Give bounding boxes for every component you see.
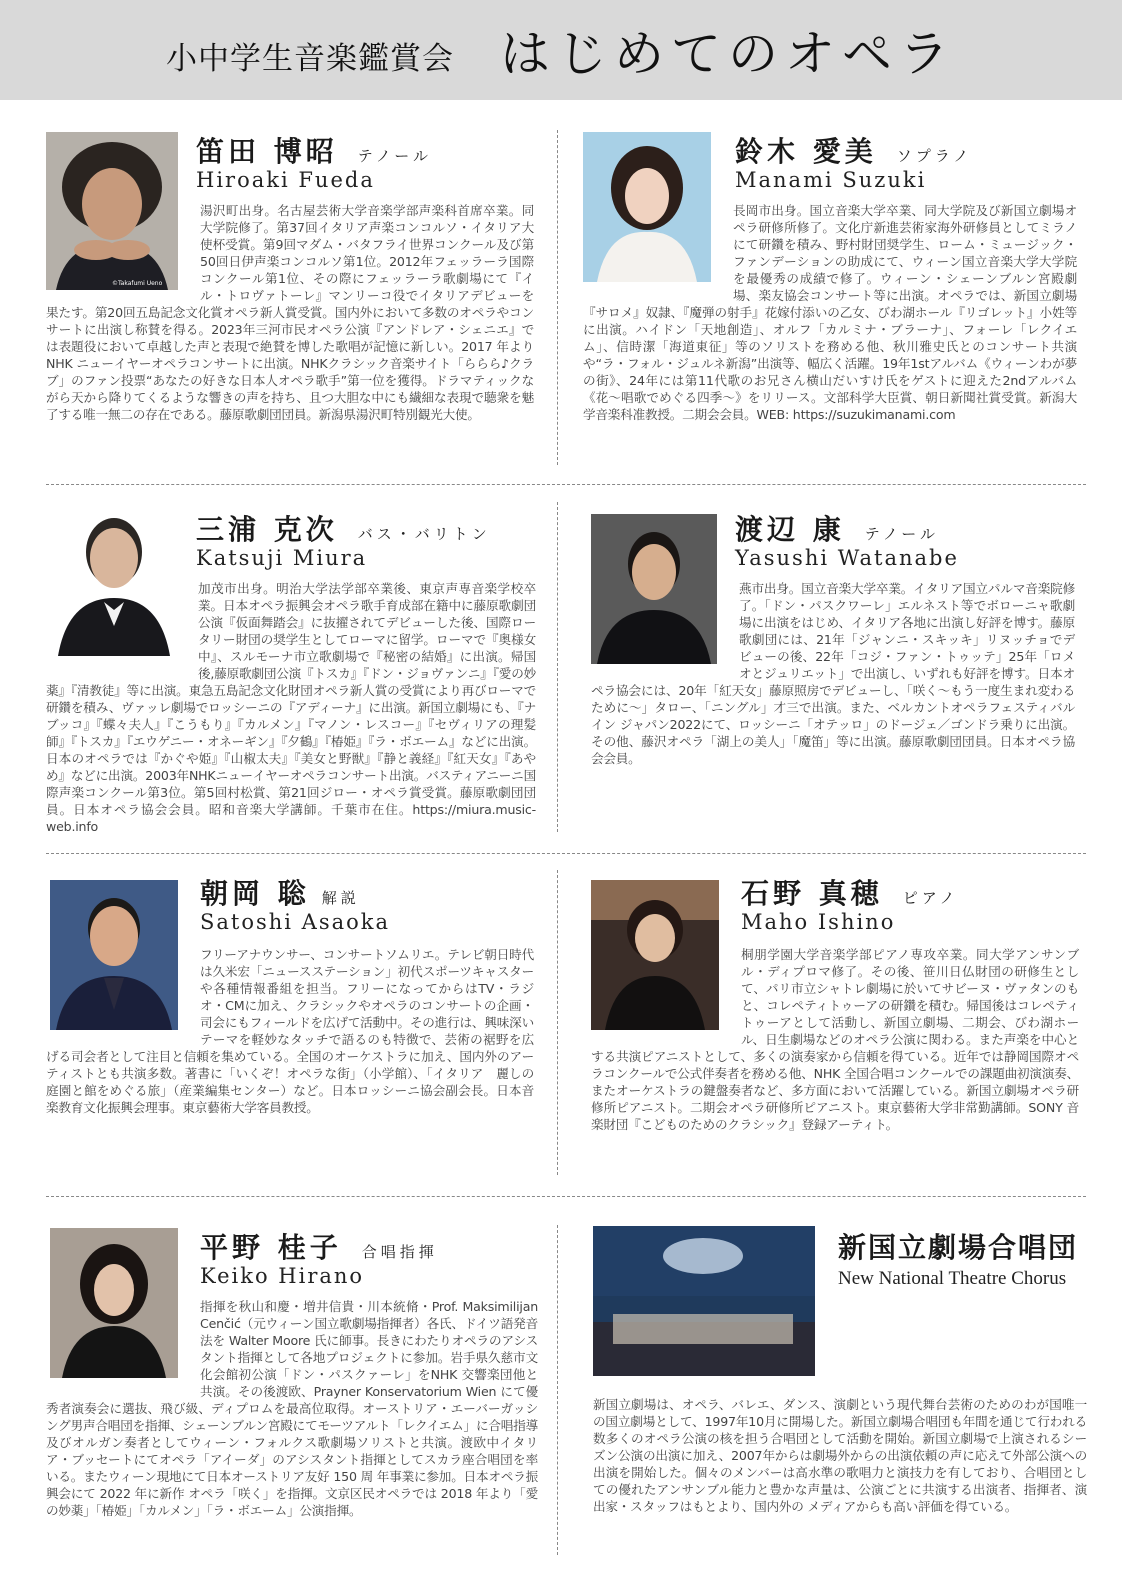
performer-name-ja: 渡辺 康 xyxy=(735,513,845,546)
performer-bio xyxy=(591,946,1079,1133)
chorus-stage-photo xyxy=(593,1226,815,1376)
performer-role: 合唱指揮 xyxy=(361,1243,438,1261)
row-divider xyxy=(46,1196,1086,1197)
row-divider xyxy=(46,484,1086,485)
performer-bio xyxy=(591,580,1075,767)
performer-name-ja: 朝岡 聡 xyxy=(200,877,310,910)
row-divider xyxy=(46,853,1086,854)
chorus-name-ja: 新国立劇場合唱団 xyxy=(838,1231,1079,1264)
column-divider xyxy=(557,130,558,465)
performer-name-en: Manami Suzuki xyxy=(735,168,927,192)
performer-name-en: Satoshi Asaoka xyxy=(200,910,391,934)
performer-role: ソプラノ xyxy=(896,147,973,165)
performer-name-ja: 石野 真穂 xyxy=(741,877,883,910)
performer-role: テノール xyxy=(357,147,432,165)
chorus-bio: 新国立劇場は、オペラ、バレエ、ダンス、演劇という現代舞台芸術のためのわが国唯一の国立劇場として、1997年10月に開場した。新国立劇場合唱団も年間を通じて行われる数多くのオペラ公演の核を担う合唱団として活動を開始。新国立劇場で上演されるシーズン公演の出演に加え、2007年からは劇場外からの出演依頼の声に応えて外部公演への出演を開始した。個々のメンバーは高水準の歌唱力と演技力を有しており、合唱団としての優れたアンサンブル能力と豊かな声量は、公演ごとに共演する出演者、指揮者、演出家・スタッフはもとより、国内外の メディアからも高い評価を得ている。 xyxy=(593,1397,1087,1514)
performer-name-en: Yasushi Watanabe xyxy=(735,546,959,570)
performer-bio xyxy=(46,580,536,835)
bio-text: 指揮を秋山和慶・増井信貴・川本統脩・Prof. Maksimilijan Cenčić（元ウィーン国立歌劇場指揮者）各氏、ドイツ語発音法を Walter Moore 氏に師事。長きにわたりオペラのアシスタント指揮として各地プロジェクトに参加。岩手県久慈市文化会館初公演「ドン・パスクァーレ」をNHK 交響楽団他と共演。その後渡欧、Prayner Konservatorium Wien にて優秀者演奏会に選抜、飛び級、ディプロムを最高位取得。オーストリア・エーバーガッシング男声合唱団を指揮、シェーンブルン宮殿にてモーツアルト「レクイエム」に合唱指導及びオルガン奏者としてウィーン・フォルクス歌劇場ソリストと共演。渡欧中イタリア・ブッセートにてオペラ「アイーダ」のアシスタント指揮としてスカラ座合唱団を率いる。またウィーン現地にて日本オーストリア友好 150 周 年事業に参加。日本オペラ振興会にて 2022 年に新作 オペラ「咲く」を指揮。文京区民オペラでは 2018 年より「愛の妙薬」「椿姫」「カルメン」「ラ・ボエーム」公演指揮。 xyxy=(46,1299,538,1518)
performer-role: ピアノ xyxy=(902,889,959,907)
performer-name-en: Hiroaki Fueda xyxy=(196,168,375,192)
performer-name-ja: 三浦 克次 xyxy=(196,513,338,546)
bio-text: 燕市出身。国立音楽大学卒業。イタリア国立パルマ音楽院修了。「ドン・パスクワーレ」エルネスト等でボローニャ歌劇場に出演をはじめ、イタリア各地に出演し好評を博す。藤原歌劇団には、21年「ジャンニ・スキッキ」リヌッチョでデビューの後、22年「コジ・ファン・トゥッテ」25年「ロメオとジュリエット」で出演し、いずれも好評を博す。日本オペラ協会には、20年「紅天女」藤原照房でデビューし、「咲く〜もう一度生まれ変わるために〜」タロー、「ニングル」才三で出演。また、ベルカントオペラフェスティバル イン ジャパン2022にて、ロッシーニ「オテッロ」のドージェ／ゴンドラ乗りに出演。その他、藤沢オペラ「湖上の美人」「魔笛」等に出演。藤原歌劇団団員。日本オペラ協会会員。 xyxy=(591,581,1075,766)
performer-name-en: Maho Ishino xyxy=(741,910,896,934)
header-subtitle: 小中学生音楽鑑賞会 xyxy=(166,40,454,77)
page-header xyxy=(0,0,1122,100)
performer-name-ja: 鈴木 愛美 xyxy=(735,135,877,168)
performer-role: テノール xyxy=(864,525,939,543)
header-title: はじめてのオペラ xyxy=(500,25,956,83)
bio-text: フリーアナウンサー、コンサートソムリエ。テレビ朝日時代は久米宏「ニュースステーション」初代スポーツキャスターや各種情報番組を担当。フリーになってからはTV・ラジオ・CMに加え、クラシックやオペラのコンサートの企画・司会にもフィールドを広げて活動中。その進行は、興味深いテーマを軽妙なタッチで語るのも特徴で、芸術の裾野を広げる司会者として注目と信頼を集めている。全国のオーケストラに加え、国内外のアーティストとも共演多数。著書に「いくぞ！オペラな街」（小学館）、「イタリア 麗しの庭園と館をめぐる旅」（産業編集センター）など。日本ロッシーニ協会副会長。日本音楽教育文化振興会理事。東京藝術大学客員教授。 xyxy=(46,947,534,1115)
bio-text: 長岡市出身。国立音楽大学卒業、同大学院及び新国立劇場オペラ研修所修了。文化庁新進芸術家海外研修員としてミラノにて研鑽を積み、野村財団奨学生、ローム・ミュージック・ファンデーションの助成にて、ウィーン国立音楽大学大学院を最優秀の成績で修了。ウィーン・シェーンブルン宮殿劇場、楽友協会コンサート等に出演。オペラでは、新国立劇場『サロメ』奴隷、『魔弾の射手』花嫁付添いの乙女、びわ湖ホール『リゴレット』小姓等に出演。ハイドン「天地創造」、オルフ「カルミナ・ブラーナ」、フォーレ「レクイエム」、信時潔「海道東征」等のソリストを務める他、秋川雅史氏とのコンサート共演や“ラ・フォル・ジュルネ新潟”出演等、幅広く活躍。19年1stアルバム《ウィーンわが夢の街》、24年には第11代歌のお兄さん横山だいすけ氏をゲストに迎えた2ndアルバム《花〜唱歌でめぐる四季〜》をリリース。文部科学大臣賞、朝日新聞社賞受賞。新潟大学音楽科准教授。二期会会員。WEB: https://suzukimanami.com xyxy=(583,203,1077,422)
performer-role: バス・バリトン xyxy=(357,525,491,543)
column-divider xyxy=(557,870,558,1175)
bio-text: 桐朋学園大学音楽学部ピアノ専攻卒業。同大学アンサンブル・ディプロマ修了。その後、笹川日仏財団の研修生として、パリ市立シャトレ劇場に於いてサビーヌ・ヴァタンのもと、コレペティトゥーアの研鑽を積む。帰国後はコレペティトゥーアとして活動し、新国立劇場、二期会、びわ湖ホール、日生劇場などのオペラ公演に関わる。また声楽を中心とする共演ピアニストとして、多くの演奏家から信頼を得ている。近年では静岡国際オペラコンクールで公式伴奏者を務める他、NHK 全国合唱コンクールでの課題曲初演演奏、またオーケストラの鍵盤奏者など、多方面において活躍している。新国立劇場オペラ研修所ピアニスト。二期会オペラ研修所ピアニスト。東京藝術大学非常勤講師。SONY 音楽財団『こどものためのクラシック』登録アーティト。 xyxy=(591,947,1079,1132)
bio-text: 加茂市出身。明治大学法学部卒業後、東京声専音楽学校卒業。日本オペラ振興会オペラ歌手育成部在籍中に藤原歌劇団公演『仮面舞踏会』に抜擢されてデビューした後、国際ロータリー財団の奨学生としてローマに留学。ローマで『奥様女中』、スルモーナ市立歌劇場で『秘密の結婚』に出演。帰国後,藤原歌劇団公演『トスカ』『ドン・ジョヴァンニ』『愛の妙薬』『清教徒』等に出演。東急五島記念文化財団オペラ新人賞の受賞により再びローマで研鑽を積み、ヴァッレ劇場でロッシーニの『アディーナ』に出演。新国立劇場にも、『ナブッコ』『蝶々夫人』『こうもり』『カルメン』『マノン・レスコー』『セヴィリアの理髪師』『トスカ』『エウゲニー・オネーギン』『夕鶴』『椿姫』『ラ・ボエーム』などに出演。日本のオペラでは『かぐや姫』『山椒太夫』『美女と野獣』『静と義経』『紅天女』『あやめ』などに出演。2003年NHKニューイヤーオペラコンサート出演。バスティアニーニ国際声楽コンクール第3位。第5回村松賞、第21回ジロー・オペラ賞受賞。藤原歌劇団団員。日本オペラ協会会員。昭和音楽大学講師。千葉市在住。https://miura.music-web.info xyxy=(46,581,536,834)
performer-role: 解説 xyxy=(321,889,360,907)
performer-name-ja: 平野 桂子 xyxy=(200,1231,342,1264)
performer-name-en: Keiko Hirano xyxy=(200,1264,365,1288)
column-divider xyxy=(557,1225,558,1555)
performer-name-en: Katsuji Miura xyxy=(196,546,368,570)
chorus-name-en: New National Theatre Chorus xyxy=(838,1268,1067,1289)
performer-bio xyxy=(46,202,534,423)
performer-name-ja: 笛田 博昭 xyxy=(196,135,338,168)
performer-bio xyxy=(46,946,534,1116)
bio-text: 湯沢町出身。名古屋芸術大学音楽学部声楽科首席卒業。同大学院修了。第37回イタリア声楽コンコルソ・イタリア大使杯受賞。第9回マダム・バタフライ世界コンクール及び第50回日伊声楽コンコルソ第1位。2012年フェッラーラ国際コンクール第1位、その際にフェッラーラ歌劇場にて『イル・トロヴァトーレ』マンリーコ役でイタリアデビューを果たす。第20回五島記念文化賞オペラ新人賞受賞。国内外において多数のオペラやコンサートに出演し称賛を得る。2023年三河市民オペラ公演『アンドレア・シェニエ』では表題役において卓越した声と表現で絶賛を博した歌唱が記憶に新しい。2017 年よりNHK ニューイヤーオペラコンサートに出演。NHKクラシック音楽サイト「ららら♪クラブ」のファン投票“あなたの好きな日本人オペラ歌手”第一位を獲得。ドラマティックながら天から降りてくるような響きの声を持ち、且つ大胆な中にも繊細な表現で聴衆を魅了する唯一無二の存在である。藤原歌劇団団員。新潟県湯沢町特別観光大使。 xyxy=(46,203,534,422)
photo-credit: ©Takafumi Ueno xyxy=(112,280,163,287)
performer-bio xyxy=(583,202,1077,423)
column-divider xyxy=(557,502,558,832)
performer-bio xyxy=(46,1298,538,1519)
